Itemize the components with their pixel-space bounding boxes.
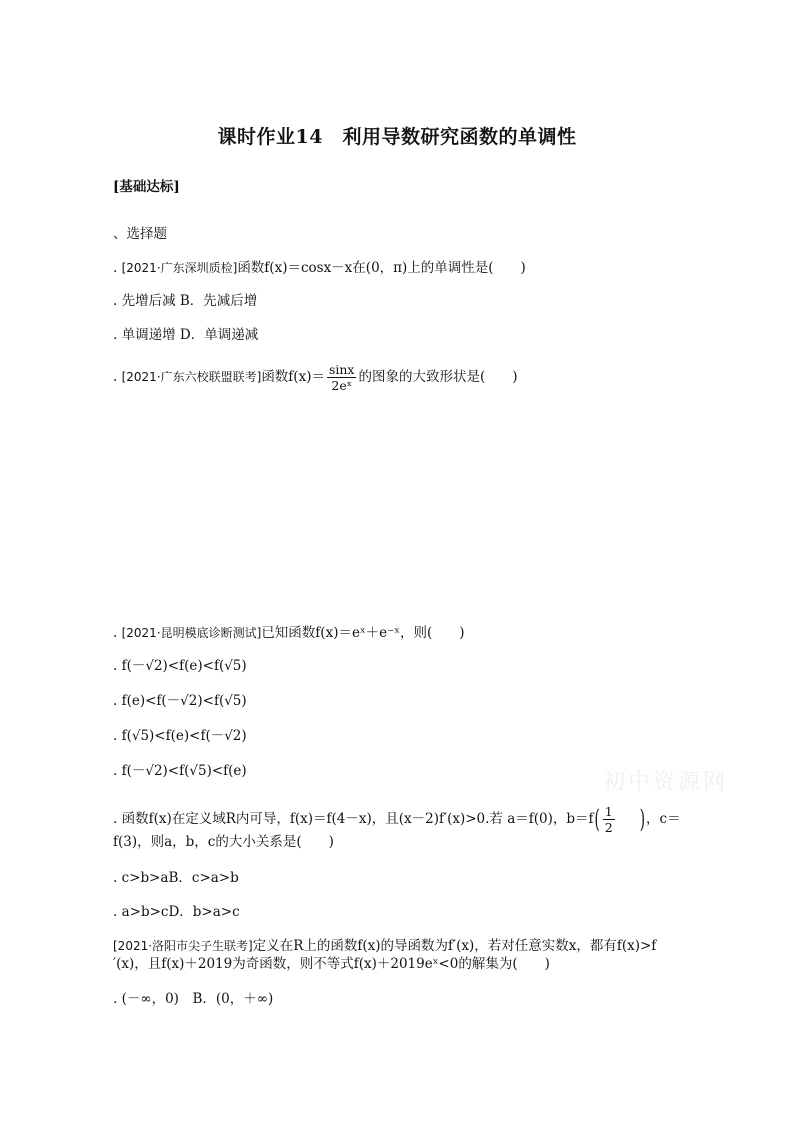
question-5-line-1 — [113, 937, 656, 955]
question-3-text: 已知函数f(x)＝eˣ＋e⁻ˣ，则( ) — [261, 625, 465, 641]
question-1-text: 函数f(x)＝cosx－x在(0，π)上的单调性是( ) — [237, 260, 526, 276]
question-1-source: [2021·广东深圳质检] — [121, 261, 238, 275]
question-3-source: [2021·昆明模底诊断测试] — [121, 626, 262, 640]
question-1-prefix: . — [113, 260, 118, 276]
watermark: 初中资源网 — [603, 770, 729, 795]
question-1 — [113, 259, 526, 277]
question-2-text-after: 的图象的大致形状是( ) — [358, 369, 518, 385]
question-3-option-b: . f(e)<f(－√2)<f(√5) — [113, 693, 247, 709]
page-title: 课时作业14 利用导数研究函数的单调性 — [217, 126, 577, 148]
section-heading: [基础达标] — [113, 179, 180, 195]
question-4-options-cd: . a>b>cD．b>a>c — [113, 904, 240, 920]
question-4-fraction — [603, 804, 615, 835]
question-4-line-1 — [113, 804, 681, 835]
question-3-prefix: . — [113, 625, 118, 641]
question-5-line-2: ′(x)，且f(x)＋2019为奇函数，则不等式f(x)＋2019eˣ<0的解集为( ) — [113, 956, 550, 972]
question-1-options-cd: . 单调递增 D．单调递减 — [113, 327, 259, 343]
question-5-options-ab: . (－∞，0) B．(0，＋∞) — [113, 991, 274, 1007]
question-1-options-ab: . 先增后减 B．先减后增 — [113, 293, 258, 309]
question-2 — [113, 362, 518, 393]
question-2-source: [2021·广东六校联盟联考] — [121, 370, 262, 384]
question-3-option-d: . f(－√2)<f(√5)<f(e) — [113, 763, 247, 779]
question-3 — [113, 624, 465, 642]
question-4-line-2: f(3)，则a，b，c的大小关系是( ) — [113, 834, 334, 850]
question-2-fraction — [327, 362, 357, 393]
question-2-fraction-denominator: 2eˣ — [331, 378, 353, 393]
question-4-fraction-numerator: 1 — [604, 804, 613, 819]
question-2-text-before: 函数f(x)＝ — [261, 369, 325, 385]
question-2-fraction-numerator: sinx — [328, 362, 355, 377]
question-4-text-before: . 函数f(x)在定义域R内可导，f(x)＝f(4－x)，且(x－2)f′(x)>0.若 a＝f(0)，b＝f — [113, 811, 594, 827]
question-5-text-1: 定义在R上的函数f(x)的导函数为f′(x)，若对任意实数x，都有f(x)>f — [252, 938, 657, 954]
question-3-option-a: . f(－√2)<f(e)<f(√5) — [113, 658, 247, 674]
part-heading: 、选择题 — [113, 226, 167, 242]
question-3-option-c: . f(√5)<f(e)<f(－√2) — [113, 728, 247, 744]
question-5-source: [2021·洛阳市尖子生联考] — [113, 939, 253, 953]
question-4-options-ab: . c>b>aB．c>a>b — [113, 870, 239, 886]
question-4-right-paren: ) — [639, 804, 646, 835]
question-2-prefix: . — [113, 369, 118, 385]
question-4-text-after: ，c＝ — [646, 811, 681, 827]
question-4-fraction-denominator: 2 — [604, 820, 613, 835]
question-4-left-paren: ( — [594, 804, 600, 835]
